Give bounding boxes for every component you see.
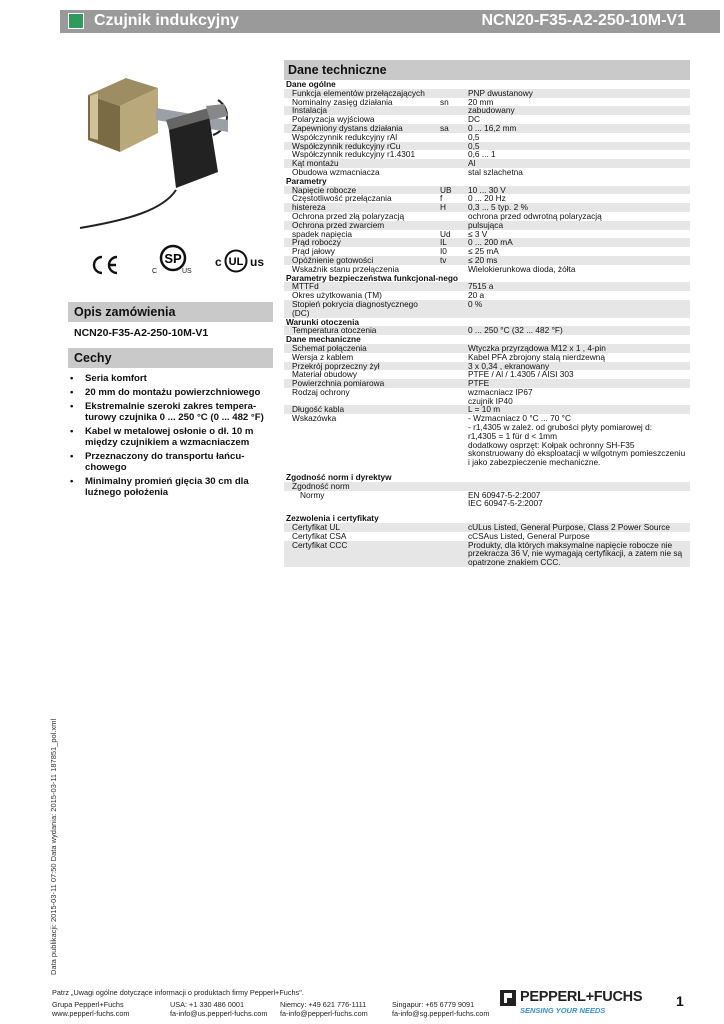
footer-note: Patrz „Uwagi ogólne dotyczące informacji o produktach firmy Pepperl+Fuchs". bbox=[52, 988, 304, 997]
tech-symbol bbox=[438, 491, 466, 509]
tech-value: 0 ... 250 °C (32 ... 482 °F) bbox=[466, 326, 690, 335]
tech-label: Współczynnik redukcyjny rAl bbox=[292, 131, 398, 142]
tech-label: Powierzchnia pomiarowa bbox=[284, 379, 438, 388]
tech-value: wzmacniacz IP67 czujnik IP40 bbox=[468, 386, 533, 406]
tech-symbol bbox=[438, 326, 466, 335]
tech-symbol bbox=[438, 282, 466, 291]
tech-label: Kąt montażu bbox=[284, 159, 438, 168]
tech-symbol bbox=[438, 150, 466, 159]
features-section bbox=[68, 348, 273, 501]
tech-label: Materiał obudowy bbox=[292, 369, 358, 380]
tech-symbol: Ud bbox=[440, 228, 451, 239]
features-list bbox=[68, 373, 273, 498]
tech-value: Produkty, dla których maksymalne napięcie robocze nie przekracza 36 V, nie wymagają certyfikacji, a zatem nie są opatrzone znakiem CCC. bbox=[466, 541, 690, 567]
csa-us-label: US bbox=[182, 268, 192, 275]
tech-symbol: sn bbox=[440, 96, 449, 107]
tech-value: cULus Listed, General Purpose, Class 2 Power Source bbox=[466, 523, 690, 532]
tech-group-label: Warunki otoczenia bbox=[286, 316, 359, 327]
svg-text:UL: UL bbox=[228, 256, 244, 268]
footer-de-email[interactable]: fa-info@pepperl-fuchs.com bbox=[280, 1009, 368, 1018]
tech-symbol: UB bbox=[438, 186, 466, 195]
tech-row bbox=[284, 491, 690, 509]
tech-group-label: Zezwolenia i certyfikaty bbox=[286, 513, 379, 524]
tech-symbol bbox=[438, 362, 466, 371]
tech-label: Prąd jałowy bbox=[292, 246, 335, 257]
tech-label: Ochrona przed zwarciem bbox=[284, 221, 438, 230]
tech-label: histereza bbox=[284, 203, 438, 212]
tech-group-label: Parametry bbox=[286, 175, 327, 186]
tech-value: Al bbox=[466, 159, 690, 168]
tech-label: Wskaźnik stanu przełączenia bbox=[292, 263, 399, 274]
tech-label: Funkcja elementów przełączających bbox=[284, 89, 438, 98]
tech-value: DC bbox=[468, 114, 480, 125]
tech-group-label: Dane ogólne bbox=[286, 79, 336, 89]
tech-value: 0,5 bbox=[468, 131, 480, 142]
tech-section bbox=[284, 60, 690, 567]
tech-symbol bbox=[438, 414, 466, 467]
tech-value: 0 ... 200 mA bbox=[466, 238, 690, 247]
tech-label: Napięcie robocze bbox=[284, 186, 438, 195]
tech-heading: Dane techniczne bbox=[284, 60, 690, 80]
order-section bbox=[68, 302, 273, 339]
tech-symbol bbox=[438, 106, 466, 115]
footer-group: Grupa Pepperl+Fuchs bbox=[52, 1000, 124, 1009]
header-bar bbox=[60, 10, 720, 33]
tech-value: ≤ 25 mA bbox=[468, 246, 499, 257]
tech-value: 0,5 bbox=[466, 142, 690, 151]
tech-row bbox=[284, 168, 690, 177]
publication-note: Data publikacji: 2015-03-11 07:50 Data wydania: 2015-03-11 187851_pol.xml bbox=[49, 718, 58, 975]
tech-symbol bbox=[438, 168, 466, 177]
brand-name: PEPPERL+FUCHS bbox=[520, 989, 643, 1005]
page-number: 1 bbox=[676, 993, 684, 1009]
feature-item: • Kabel w metalowej osłonie o dł. 10 m między czujnikiem a wzmacniaczem bbox=[68, 426, 273, 448]
order-model: NCN20-F35-A2-250-10M-V1 bbox=[74, 327, 209, 339]
tech-value: 20 a bbox=[468, 290, 485, 301]
tech-symbol bbox=[438, 388, 466, 406]
footer-usa-phone: USA: +1 330 486 0001 bbox=[170, 1000, 245, 1009]
tech-symbol bbox=[438, 353, 466, 362]
footer-web-link[interactable]: www.pepperl-fuchs.com bbox=[52, 1009, 130, 1018]
tech-value: Kabel PFA zbrojony stalą nierdzewną bbox=[468, 351, 605, 362]
tech-symbol bbox=[438, 142, 466, 151]
tech-label: Temperatura otoczenia bbox=[284, 326, 438, 335]
tech-row bbox=[284, 150, 690, 159]
tech-symbol: tv bbox=[438, 256, 466, 265]
tech-value: 10 ... 30 V bbox=[466, 186, 690, 195]
tech-label: Częstotliwość przełączania bbox=[292, 193, 392, 204]
tech-label: Obudowa wzmacniacza bbox=[292, 166, 380, 177]
tech-symbol bbox=[438, 212, 466, 221]
tech-symbol bbox=[438, 133, 466, 142]
tech-symbol: f bbox=[440, 193, 443, 204]
brand-logo bbox=[500, 989, 670, 1017]
tech-symbol: H bbox=[438, 203, 466, 212]
tech-label: Instalacja bbox=[284, 106, 438, 115]
pf-logo-icon bbox=[500, 990, 516, 1006]
tech-value: 0 % bbox=[466, 300, 690, 318]
tech-value: ≤ 3 V bbox=[468, 228, 488, 239]
tech-label: Certyfikat UL bbox=[284, 523, 438, 532]
feature-item: • Seria komfort bbox=[68, 373, 273, 384]
tech-value: 0 ... 20 Hz bbox=[468, 193, 506, 204]
tech-value: 3 x 0,34 , ekranowany bbox=[466, 362, 690, 371]
tech-value: pulsująca bbox=[466, 221, 690, 230]
tech-label: Długość kabla bbox=[284, 405, 438, 414]
tech-symbol: IL bbox=[438, 238, 466, 247]
footer-de-phone: Niemcy: +49 621 776-1111 bbox=[280, 1000, 367, 1009]
tech-row bbox=[284, 541, 690, 567]
tech-symbol bbox=[438, 532, 466, 541]
tech-symbol bbox=[438, 291, 466, 300]
tech-label: Wersja z kablem bbox=[292, 351, 354, 362]
tech-label: Zapewniony dystans działania bbox=[284, 124, 438, 133]
tech-label: MTTFd bbox=[284, 282, 438, 291]
tech-value: cCSAus Listed, General Purpose bbox=[468, 530, 590, 541]
tech-label: Schemat połączenia bbox=[284, 344, 438, 353]
order-heading: Opis zamówienia bbox=[68, 302, 273, 322]
tech-group-label: Dane mechaniczne bbox=[286, 334, 361, 345]
tech-row bbox=[284, 414, 690, 467]
tech-label: spadek napięcia bbox=[292, 228, 352, 239]
csa-mark-icon bbox=[152, 244, 192, 278]
features-heading: Cechy bbox=[68, 348, 273, 368]
tech-symbol: I0 bbox=[440, 246, 447, 257]
tech-label: Ochrona przed złą polaryzacją bbox=[292, 210, 405, 221]
tech-label: Polaryzacja wyjściowa bbox=[292, 114, 375, 125]
tech-value: 20 mm bbox=[468, 96, 494, 107]
tech-value: - Wzmacniacz 0 °C ... 70 °C - r1,4305 w zależ. od grubości płyty pomiarowej d: r1,4305 = 1 für d < 1mm dodatkowy osprzęt: Kołpak ochronny SH-F35 skonstruowany do eksploatacji w wilgotnym pomieszczeniu i jako zabezpieczenie mechaniczne. bbox=[468, 413, 686, 468]
feature-item: • 20 mm do montażu powierzchniowego bbox=[68, 387, 273, 398]
tech-value: PTFE / Al / 1.4305 / AISI 303 bbox=[468, 369, 574, 380]
tech-label: Zgodność norm bbox=[284, 482, 438, 491]
tech-group-label: Zgodność norm i dyrektyw bbox=[286, 472, 392, 483]
footer-sg-email[interactable]: fa-info@sg.pepperl-fuchs.com bbox=[392, 1009, 490, 1018]
tech-label: Stopień pokrycia diagnostycznego (DC) bbox=[284, 300, 438, 318]
tech-value: zabudowany bbox=[466, 106, 690, 115]
tech-symbol bbox=[438, 405, 466, 414]
page-title: Czujnik indukcyjny bbox=[94, 12, 239, 29]
tech-value: Wielokierunkowa dioda, żółta bbox=[468, 263, 576, 274]
feature-item: • Przeznaczony do transportu łańcu-chowego bbox=[68, 451, 273, 473]
tech-row bbox=[284, 300, 690, 318]
tech-value: EN 60947-5-2:2007 IEC 60947-5-2:2007 bbox=[468, 489, 543, 509]
header-square-icon bbox=[68, 13, 84, 29]
tech-label: Opóźnienie gotowości bbox=[284, 256, 438, 265]
tech-label: Współczynnik redukcyjny rCu bbox=[284, 142, 438, 151]
svg-text:SP: SP bbox=[164, 251, 182, 266]
tech-value: L = 10 m bbox=[466, 405, 690, 414]
tech-value: stal szlachetna bbox=[468, 166, 523, 177]
tech-value: PTFE bbox=[466, 379, 690, 388]
feature-item: • Minimalny promień gięcia 30 cm dla luźnego położenia bbox=[68, 476, 273, 498]
footer-sg-phone: Singapur: +65 6779 9091 bbox=[392, 1000, 475, 1009]
tech-symbol: sa bbox=[438, 124, 466, 133]
tech-symbol bbox=[438, 300, 466, 318]
tech-value: ochrona przed odwrotną polaryzacją bbox=[468, 210, 602, 221]
tech-value: ≤ 20 ms bbox=[466, 256, 690, 265]
tech-value: 7515 a bbox=[466, 282, 690, 291]
ce-mark-icon bbox=[90, 254, 120, 276]
model-title: NCN20-F35-A2-250-10M-V1 bbox=[481, 12, 686, 29]
tech-label: Przekrój poprzeczny żył bbox=[284, 362, 438, 371]
ul-mark-icon bbox=[215, 249, 267, 277]
tech-label: Nominalny zasięg działania bbox=[292, 96, 393, 107]
tech-label: Rodzaj ochrony bbox=[292, 386, 350, 397]
tech-value: Wtyczka przyrządowa M12 x 1 , 4-pin bbox=[466, 344, 690, 353]
csa-c-label: C bbox=[152, 268, 158, 275]
tech-symbol bbox=[438, 344, 466, 353]
tech-label: Współczynnik redukcyjny r1.4301 bbox=[292, 149, 416, 160]
tech-value: PNP dwustanowy bbox=[466, 89, 690, 98]
tech-value: 0,3 ... 5 typ. 2 % bbox=[466, 203, 690, 212]
tech-symbol bbox=[438, 370, 466, 379]
tech-symbol bbox=[438, 523, 466, 532]
tech-symbol bbox=[438, 379, 466, 388]
tech-label: Certyfikat CSA bbox=[292, 530, 347, 541]
tech-group-label: Parametry bezpieczeństwa funkcjonal-nego bbox=[286, 272, 458, 283]
feature-item: • Ekstremalnie szeroki zakres tempera-turowy czujnika 0 ... 250 °C (0 ... 482 °F) bbox=[68, 401, 273, 423]
tech-symbol bbox=[438, 159, 466, 168]
tech-table bbox=[284, 80, 690, 567]
tech-value: 0,6 ... 1 bbox=[468, 149, 496, 160]
tech-label: Prąd roboczy bbox=[284, 238, 438, 247]
tech-label: Certyfikat CCC bbox=[284, 541, 438, 567]
ul-us-label: us bbox=[250, 255, 265, 269]
product-image bbox=[68, 60, 273, 230]
tech-label: Okres użytkowania (TM) bbox=[292, 290, 382, 301]
tech-symbol bbox=[438, 541, 466, 567]
brand-tagline: SENSING YOUR NEEDS bbox=[520, 1006, 606, 1015]
footer-usa-email[interactable]: fa-info@us.pepperl-fuchs.com bbox=[170, 1009, 268, 1018]
tech-label: Normy bbox=[300, 489, 325, 500]
tech-row bbox=[284, 388, 690, 406]
ul-c-label: c bbox=[215, 255, 222, 269]
tech-symbol bbox=[438, 482, 466, 491]
tech-value: 0 ... 16,2 mm bbox=[466, 124, 690, 133]
tech-label: Wskazówka bbox=[292, 413, 337, 424]
